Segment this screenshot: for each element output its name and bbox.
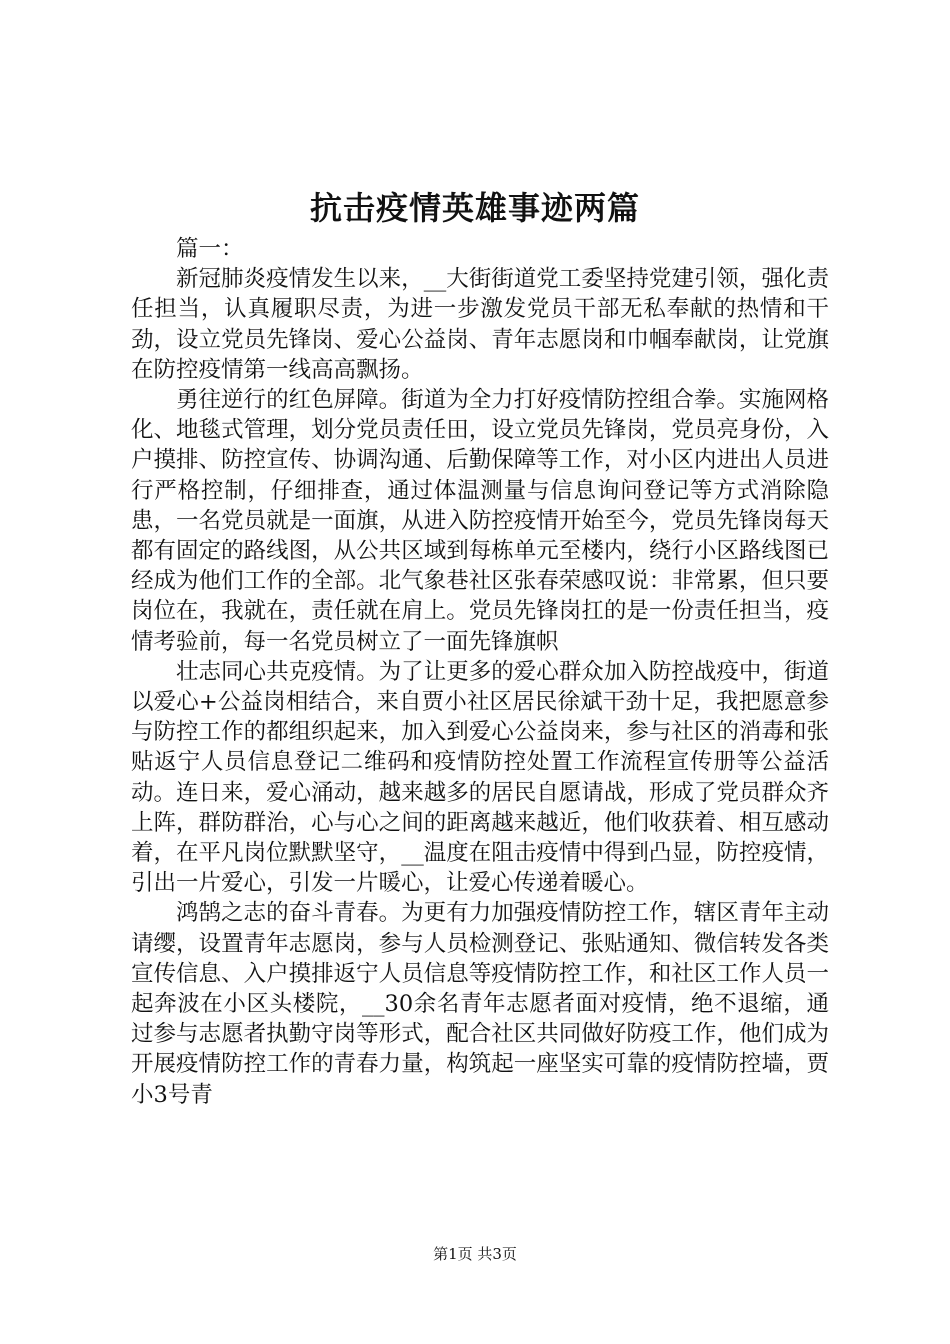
document-body [131,234,829,1110]
paragraph-united-hearts: 壮志同心共克疫情。为了让更多的爱心群众加入防控战疫中，街道以爱心+公益岗相结合，来自贾小社区居民徐斌干劲十足，我把愿意参与防控工作的都组织起来，加入到爱心公益岗来，参与社区的消毒和张贴返宁人员信息登记二维码和疫情防控处置工作流程宣传册等公益活动。连日来，爱心涌动，越来越多的居民自愿请战，形成了党员群众齐上阵，群防群治，心与心之间的距离越来越近，他们收获着、相互感动着，在平凡岗位默默坚守，__温度在阻击疫情中得到凸显，防控疫情，引出一片爱心，引发一片暖心，让爱心传递着暖心。 [131,658,829,897]
paragraph-intro: 新冠肺炎疫情发生以来，__大街街道党工委坚持党建引领，强化责任担当，认真履职尽责，为进一步激发党员干部无私奉献的热情和干劲，设立党员先锋岗、爱心公益岗、青年志愿岗和巾帼奉献岗，让党旗在防控疫情第一线高高飘扬。 [131,266,829,383]
document-title: 抗击疫情英雄事迹两篇 [309,189,640,227]
paragraph-red-barrier: 勇往逆行的红色屏障。街道为全力打好疫情防控组合拳。实施网格化、地毯式管理，划分党员责任田，设立党员先锋岗，党员亮身份，入户摸排、防控宣传、协调沟通、后勤保障等工作，对小区内进出人员进行严格控制，仔细排查，通过体温测量与信息询问登记等方式消除隐患，一名党员就是一面旗，从进入防控疫情开始至今，党员先锋岗每天都有固定的路线图，从公共区域到每栋单元至楼内，绕行小区路线图已经成为他们工作的全部。北气象巷社区张春荣感叹说：非常累，但只要岗位在，我就在，责任就在肩上。党员先锋岗扛的是一份责任担当，疫情考验前，每一名党员树立了一面先锋旗帜 [131,387,829,655]
page-footer: 第1页 共3页 [433,1245,517,1263]
paragraph-youth: 鸿鹄之志的奋斗青春。为更有力加强疫情防控工作，辖区青年主动请缨，设置青年志愿岗，参与人员检测登记、张贴通知、微信转发各类宣传信息、入户摸排返宁人员信息等疫情防控工作，和社区工作人员一起奔波在小区头楼院，__30余名青年志愿者面对疫情，绝不退缩，通过参与志愿者执勤守岗等形式，配合社区共同做好防疫工作，他们成为开展疫情防控工作的青春力量，构筑起一座坚实可靠的疫情防控墙，贾小3号青 [131,900,829,1108]
section-heading: 篇一： [176,236,244,262]
